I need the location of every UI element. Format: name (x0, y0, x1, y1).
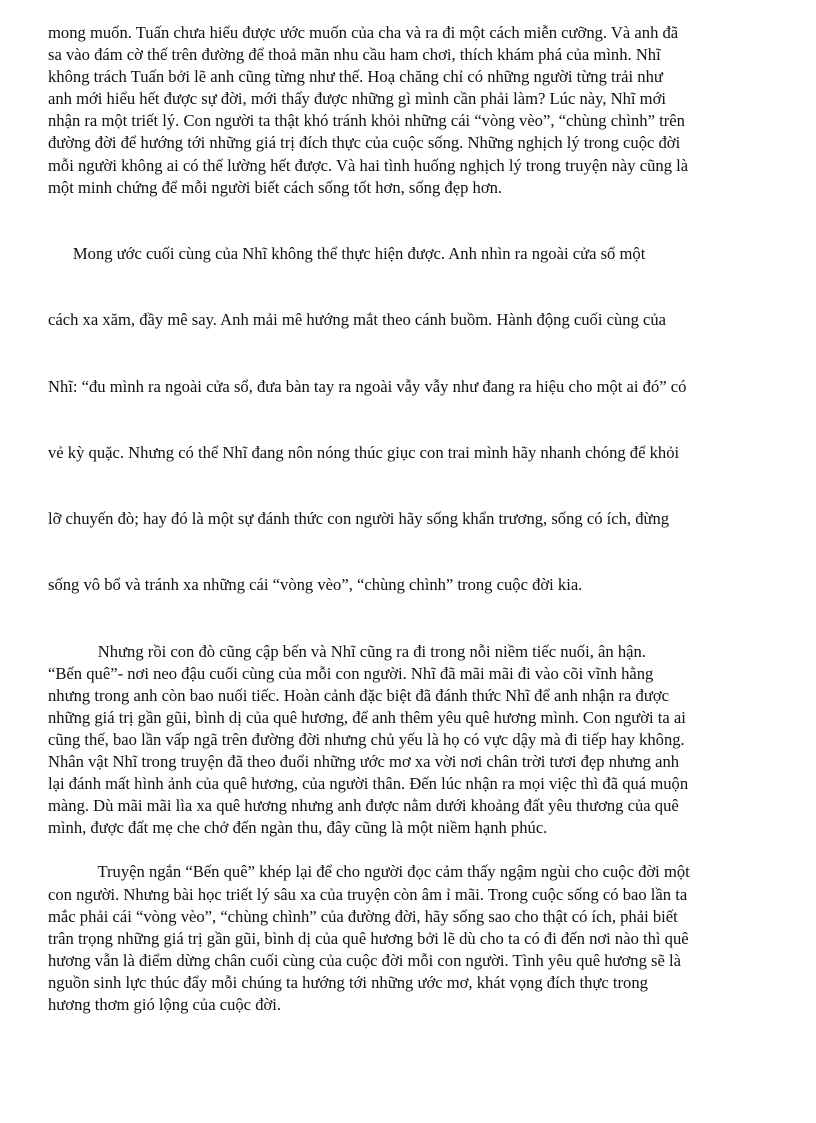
paragraph-2 (48, 199, 776, 641)
text-line: cách xa xăm, đầy mê say. Anh mải mê hướng mắt theo cánh buồm. Hành động cuối cùng của (48, 310, 667, 330)
text-line: sa vào đám cờ thế trên đường để thoả mãn nhu cầu ham chơi, thích khám phá của mình. Nhĩ (48, 45, 661, 65)
text-line: những giá trị gần gũi, bình dị của quê hương, để anh thêm yêu quê hương mình. Con người ta ai (48, 707, 686, 727)
paragraph-spacer (48, 839, 776, 861)
text-line: Truyện ngắn “Bến quê” khép lại để cho người đọc cảm thấy ngậm ngùi cho cuộc đời một (48, 862, 690, 882)
text-line: Nhân vật Nhĩ trong truyện đã theo đuổi những ước mơ xa vời nơi chân trời tươi đẹp nhưng anh (48, 752, 680, 772)
text-line: mình, được đất mẹ che chở đến ngàn thu, đây cũng là một niềm hạnh phúc. (48, 818, 548, 838)
text-line: mỗi người không ai có thể lường hết được. Và hai tình huống nghịch lý trong truyện này cũng là (48, 155, 689, 175)
text-line: hương thơm gió lộng của cuộc đời. (48, 995, 282, 1015)
text-line: đường đời để hướng tới những giá trị đích thực của cuộc sống. Những nghịch lý trong cuộc đời (48, 133, 681, 153)
paragraph-3 (48, 641, 776, 840)
text-line: nhận ra một triết lý. Con người ta thật khó tránh khỏi những cái “vòng vèo”, “chùng chình” trên (48, 111, 685, 131)
text-line: nguồn sinh lực thúc đẩy mỗi chúng ta hướng tới những ước mơ, khát vọng đích thực trong (48, 972, 648, 992)
text-line: lỡ chuyến đò; hay đó là một sự đánh thức con người hãy sống khẩn trương, sống có ích, đừng (48, 509, 670, 529)
text-line: không trách Tuấn bởi lẽ anh cũng từng như thế. Hoạ chăng chỉ có những người từng trải như (48, 67, 663, 87)
paragraph-1 (48, 22, 776, 199)
text-line: trân trọng những giá trị gần gũi, bình dị của quê hương bởi lẽ dù cho ta có đi đến nơi nào thì quê (48, 928, 689, 948)
document-page (48, 22, 776, 1016)
text-line: “Bến quê”- nơi neo đậu cuối cùng của mỗi con người. Nhĩ đã mãi mãi đi vào cõi vĩnh hằng (48, 663, 654, 683)
text-line: nhưng trong anh còn bao nuối tiếc. Hoàn cảnh đặc biệt đã đánh thức Nhĩ để anh nhận ra được (48, 685, 669, 705)
text-line: một minh chứng để mỗi người biết cách sống tốt hơn, sống đẹp hơn. (48, 177, 503, 197)
text-line: mắc phải cái “vòng vèo”, “chùng chình” của đường đời, hãy sống sao cho thật có ích, phải biết (48, 906, 678, 926)
text-line: mong muốn. Tuấn chưa hiểu được ước muốn của cha và ra đi một cách miễn cưỡng. Và anh đã (48, 23, 679, 42)
text-line: lại đánh mất hình ảnh của quê hương, của người thân. Đến lúc nhận ra mọi việc thì đã quá muộn (48, 774, 689, 794)
text-line: Nhĩ: “đu mình ra ngoài cửa sổ, đưa bàn tay ra ngoài vẫy vẫy như đang ra hiệu cho một ai đó” có (48, 376, 687, 396)
text-line: sống vô bổ và tránh xa những cái “vòng vèo”, “chùng chình” trong cuộc đời kia. (48, 575, 583, 595)
text-line: hương vẫn là điểm dừng chân cuối cùng của cuộc đời mỗi con người. Tình yêu quê hương sẽ là (48, 950, 681, 970)
paragraph-4 (48, 861, 776, 1016)
text-line: Mong ước cuối cùng của Nhĩ không thể thực hiện được. Anh nhìn ra ngoài cửa sổ một (48, 243, 646, 263)
text-line: Nhưng rồi con đò cũng cập bến và Nhĩ cũng ra đi trong nỗi niềm tiếc nuối, ân hận. (48, 641, 646, 661)
text-line: màng. Dù mãi mãi lìa xa quê hương nhưng anh được nằm dưới khoảng đất yêu thương của quê (48, 796, 679, 816)
text-line: vẻ kỳ quặc. Nhưng có thể Nhĩ đang nôn nóng thúc giục con trai mình hãy nhanh chóng để khỏi (48, 442, 680, 462)
text-line: anh mới hiểu hết được sự đời, mới thấy được những gì mình cần phải làm? Lúc này, Nhĩ mới (48, 89, 666, 109)
text-line: cũng thế, bao lần vấp ngã trên đường đời nhưng chủ yếu là họ có vực dậy mà đi tiếp hay không. (48, 730, 685, 749)
text-line: con người. Nhưng bài học triết lý sâu xa của truyện còn âm ỉ mãi. Trong cuộc sống có bao lần ta (48, 884, 688, 904)
